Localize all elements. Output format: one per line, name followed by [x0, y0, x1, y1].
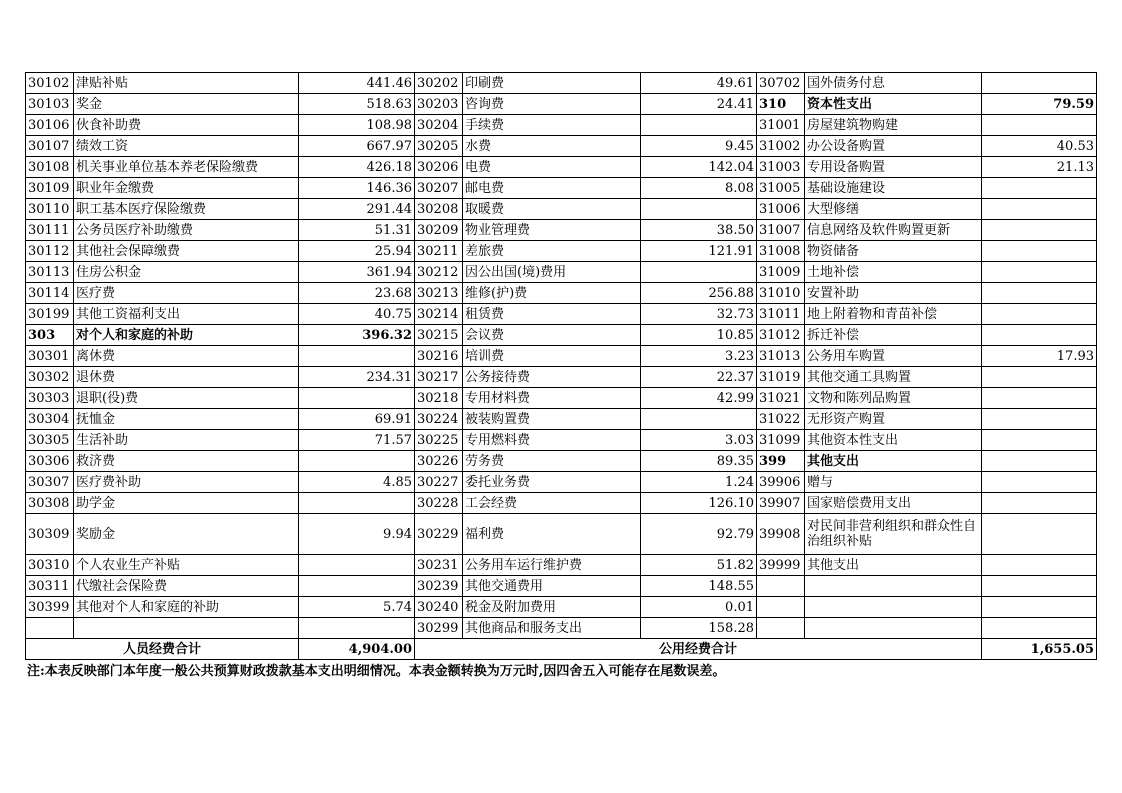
amount-cell: 51.82 — [641, 555, 757, 576]
amount-cell: 38.50 — [641, 220, 757, 241]
table-row — [26, 325, 1097, 346]
item-name-cell: 其他对个人和家庭的补助 — [74, 597, 299, 618]
amount-cell — [982, 555, 1097, 576]
amount-cell: 426.18 — [299, 157, 415, 178]
code-cell: 30111 — [26, 220, 74, 241]
table-row — [26, 346, 1097, 367]
amount-cell: 42.99 — [641, 388, 757, 409]
code-cell: 303 — [26, 325, 74, 346]
amount-cell: 9.45 — [641, 136, 757, 157]
code-cell: 30303 — [26, 388, 74, 409]
code-cell: 30308 — [26, 493, 74, 514]
code-cell: 30239 — [415, 576, 463, 597]
amount-cell — [982, 388, 1097, 409]
item-name-cell: 基础设施建设 — [805, 178, 982, 199]
item-name-cell: 工会经费 — [463, 493, 641, 514]
item-name-cell: 机关事业单位基本养老保险缴费 — [74, 157, 299, 178]
item-name-cell: 印刷费 — [463, 73, 641, 94]
code-cell: 30114 — [26, 283, 74, 304]
code-cell: 30299 — [415, 618, 463, 639]
item-name-cell: 退职(役)费 — [74, 388, 299, 409]
item-name-cell: 专用设备购置 — [805, 157, 982, 178]
table-row — [26, 262, 1097, 283]
amount-cell: 121.91 — [641, 241, 757, 262]
item-name-cell: 其他支出 — [805, 451, 982, 472]
amount-cell: 9.94 — [299, 514, 415, 555]
item-name-cell: 福利费 — [463, 514, 641, 555]
item-name-cell: 国外债务付息 — [805, 73, 982, 94]
code-cell: 30103 — [26, 94, 74, 115]
item-name-cell: 水费 — [463, 136, 641, 157]
totals-row — [26, 639, 1097, 660]
amount-cell: 0.01 — [641, 597, 757, 618]
amount-cell: 148.55 — [641, 576, 757, 597]
item-name-cell: 公务用车购置 — [805, 346, 982, 367]
table-row — [26, 136, 1097, 157]
item-name-cell: 被装购置费 — [463, 409, 641, 430]
amount-cell — [641, 409, 757, 430]
table-row — [26, 430, 1097, 451]
code-cell: 30102 — [26, 73, 74, 94]
code-cell: 30702 — [757, 73, 805, 94]
code-cell: 30212 — [415, 262, 463, 283]
item-name-cell: 因公出国(境)费用 — [463, 262, 641, 283]
amount-cell — [982, 199, 1097, 220]
amount-cell — [982, 241, 1097, 262]
code-cell: 30112 — [26, 241, 74, 262]
code-cell: 31002 — [757, 136, 805, 157]
code-cell: 30309 — [26, 514, 74, 555]
code-cell: 399 — [757, 451, 805, 472]
code-cell: 31022 — [757, 409, 805, 430]
amount-cell — [299, 388, 415, 409]
table-row — [26, 618, 1097, 639]
code-cell: 30311 — [26, 576, 74, 597]
item-name-cell — [74, 618, 299, 639]
amount-cell: 1.24 — [641, 472, 757, 493]
item-name-cell: 安置补助 — [805, 283, 982, 304]
amount-cell — [982, 262, 1097, 283]
item-name-cell: 专用燃料费 — [463, 430, 641, 451]
amount-cell — [982, 472, 1097, 493]
code-cell: 30218 — [415, 388, 463, 409]
amount-cell — [982, 367, 1097, 388]
code-cell: 30310 — [26, 555, 74, 576]
code-cell: 30203 — [415, 94, 463, 115]
item-name-cell: 其他商品和服务支出 — [463, 618, 641, 639]
item-name-cell: 其他交通工具购置 — [805, 367, 982, 388]
amount-cell: 256.88 — [641, 283, 757, 304]
item-name-cell: 对民间非营利组织和群众性自治组织补贴 — [805, 514, 982, 555]
item-name-cell: 税金及附加费用 — [463, 597, 641, 618]
personnel-total-label: 人员经费合计 — [26, 639, 299, 660]
table-row — [26, 555, 1097, 576]
item-name-cell: 绩效工资 — [74, 136, 299, 157]
code-cell: 30202 — [415, 73, 463, 94]
code-cell: 30217 — [415, 367, 463, 388]
item-name-cell: 无形资产购置 — [805, 409, 982, 430]
item-name-cell: 资本性支出 — [805, 94, 982, 115]
amount-cell: 3.23 — [641, 346, 757, 367]
code-cell: 31019 — [757, 367, 805, 388]
amount-cell — [982, 430, 1097, 451]
item-name-cell: 生活补助 — [74, 430, 299, 451]
amount-cell: 518.63 — [299, 94, 415, 115]
code-cell: 39906 — [757, 472, 805, 493]
table-row — [26, 178, 1097, 199]
code-cell: 31009 — [757, 262, 805, 283]
code-cell: 30207 — [415, 178, 463, 199]
amount-cell: 89.35 — [641, 451, 757, 472]
code-cell: 30227 — [415, 472, 463, 493]
item-name-cell: 专用材料费 — [463, 388, 641, 409]
table-row — [26, 409, 1097, 430]
item-name-cell: 奖金 — [74, 94, 299, 115]
table-row — [26, 199, 1097, 220]
item-name-cell: 其他工资福利支出 — [74, 304, 299, 325]
item-name-cell: 物资储备 — [805, 241, 982, 262]
table-row — [26, 241, 1097, 262]
amount-cell — [982, 283, 1097, 304]
table-row — [26, 514, 1097, 555]
table-row — [26, 304, 1097, 325]
amount-cell: 21.13 — [982, 157, 1097, 178]
amount-cell: 108.98 — [299, 115, 415, 136]
item-name-cell: 住房公积金 — [74, 262, 299, 283]
item-name-cell: 退休费 — [74, 367, 299, 388]
amount-cell — [982, 493, 1097, 514]
item-name-cell: 助学金 — [74, 493, 299, 514]
code-cell: 39908 — [757, 514, 805, 555]
table-row — [26, 94, 1097, 115]
item-name-cell: 信息网络及软件购置更新 — [805, 220, 982, 241]
item-name-cell — [805, 618, 982, 639]
code-cell — [757, 597, 805, 618]
amount-cell: 10.85 — [641, 325, 757, 346]
amount-cell — [299, 618, 415, 639]
item-name-cell: 抚恤金 — [74, 409, 299, 430]
amount-cell — [641, 199, 757, 220]
amount-cell — [299, 493, 415, 514]
public-total-label: 公用经费合计 — [415, 639, 982, 660]
amount-cell: 23.68 — [299, 283, 415, 304]
item-name-cell: 办公设备购置 — [805, 136, 982, 157]
item-name-cell: 对个人和家庭的补助 — [74, 325, 299, 346]
item-name-cell: 其他资本性支出 — [805, 430, 982, 451]
amount-cell — [299, 346, 415, 367]
amount-cell: 3.03 — [641, 430, 757, 451]
item-name-cell: 救济费 — [74, 451, 299, 472]
table-row — [26, 597, 1097, 618]
amount-cell: 667.97 — [299, 136, 415, 157]
item-name-cell: 个人农业生产补贴 — [74, 555, 299, 576]
amount-cell: 142.04 — [641, 157, 757, 178]
item-name-cell: 物业管理费 — [463, 220, 641, 241]
code-cell: 30208 — [415, 199, 463, 220]
code-cell: 30229 — [415, 514, 463, 555]
amount-cell — [982, 514, 1097, 555]
code-cell: 31010 — [757, 283, 805, 304]
item-name-cell: 其他交通费用 — [463, 576, 641, 597]
code-cell: 30399 — [26, 597, 74, 618]
code-cell: 31021 — [757, 388, 805, 409]
table-row — [26, 388, 1097, 409]
code-cell: 30211 — [415, 241, 463, 262]
item-name-cell: 奖励金 — [74, 514, 299, 555]
amount-cell: 24.41 — [641, 94, 757, 115]
amount-cell — [982, 409, 1097, 430]
item-name-cell: 劳务费 — [463, 451, 641, 472]
table-row — [26, 576, 1097, 597]
code-cell: 30213 — [415, 283, 463, 304]
code-cell: 30301 — [26, 346, 74, 367]
public-total-value: 1,655.05 — [982, 639, 1097, 660]
amount-cell — [982, 220, 1097, 241]
table-row — [26, 73, 1097, 94]
code-cell: 39907 — [757, 493, 805, 514]
amount-cell — [982, 597, 1097, 618]
item-name-cell: 代缴社会保险费 — [74, 576, 299, 597]
code-cell: 30107 — [26, 136, 74, 157]
item-name-cell: 赠与 — [805, 472, 982, 493]
code-cell — [757, 576, 805, 597]
amount-cell — [641, 115, 757, 136]
code-cell: 39999 — [757, 555, 805, 576]
code-cell: 30108 — [26, 157, 74, 178]
table-row — [26, 283, 1097, 304]
code-cell: 30302 — [26, 367, 74, 388]
code-cell: 31011 — [757, 304, 805, 325]
amount-cell — [982, 115, 1097, 136]
amount-cell: 158.28 — [641, 618, 757, 639]
item-name-cell: 咨询费 — [463, 94, 641, 115]
code-cell: 30306 — [26, 451, 74, 472]
item-name-cell: 房屋建筑物购建 — [805, 115, 982, 136]
personnel-total-value: 4,904.00 — [299, 639, 415, 660]
code-cell: 30305 — [26, 430, 74, 451]
code-cell: 30204 — [415, 115, 463, 136]
item-name-cell: 电费 — [463, 157, 641, 178]
table-row — [26, 472, 1097, 493]
item-name-cell: 离休费 — [74, 346, 299, 367]
amount-cell: 361.94 — [299, 262, 415, 283]
amount-cell: 126.10 — [641, 493, 757, 514]
amount-cell: 396.32 — [299, 325, 415, 346]
amount-cell: 146.36 — [299, 178, 415, 199]
item-name-cell: 其他社会保障缴费 — [74, 241, 299, 262]
code-cell: 30231 — [415, 555, 463, 576]
item-name-cell: 公务接待费 — [463, 367, 641, 388]
code-cell: 30110 — [26, 199, 74, 220]
amount-cell: 4.85 — [299, 472, 415, 493]
code-cell: 31012 — [757, 325, 805, 346]
item-name-cell: 地上附着物和青苗补偿 — [805, 304, 982, 325]
code-cell: 30209 — [415, 220, 463, 241]
amount-cell: 17.93 — [982, 346, 1097, 367]
item-name-cell: 伙食补助费 — [74, 115, 299, 136]
amount-cell: 22.37 — [641, 367, 757, 388]
amount-cell: 441.46 — [299, 73, 415, 94]
item-name-cell: 拆迁补偿 — [805, 325, 982, 346]
amount-cell — [982, 576, 1097, 597]
item-name-cell: 职业年金缴费 — [74, 178, 299, 199]
code-cell: 310 — [757, 94, 805, 115]
item-name-cell: 手续费 — [463, 115, 641, 136]
amount-cell: 5.74 — [299, 597, 415, 618]
item-name-cell: 公务员医疗补助缴费 — [74, 220, 299, 241]
amount-cell — [641, 262, 757, 283]
footnote: 注:本表反映部门本年度一般公共预算财政拨款基本支出明细情况。本表金额转换为万元时,因四舍五入可能存在尾数误差。 — [27, 664, 726, 679]
amount-cell: 49.61 — [641, 73, 757, 94]
item-name-cell: 会议费 — [463, 325, 641, 346]
table-row — [26, 451, 1097, 472]
item-name-cell: 公务用车运行维护费 — [463, 555, 641, 576]
amount-cell: 71.57 — [299, 430, 415, 451]
amount-cell: 40.75 — [299, 304, 415, 325]
item-name-cell: 医疗费补助 — [74, 472, 299, 493]
item-name-cell: 取暖费 — [463, 199, 641, 220]
amount-cell — [299, 451, 415, 472]
code-cell: 30304 — [26, 409, 74, 430]
code-cell: 31008 — [757, 241, 805, 262]
table-row — [26, 367, 1097, 388]
code-cell: 31001 — [757, 115, 805, 136]
code-cell: 30225 — [415, 430, 463, 451]
item-name-cell: 津贴补贴 — [74, 73, 299, 94]
item-name-cell — [805, 576, 982, 597]
code-cell: 31003 — [757, 157, 805, 178]
item-name-cell: 医疗费 — [74, 283, 299, 304]
table-body — [26, 73, 1097, 639]
amount-cell — [299, 576, 415, 597]
code-cell: 30228 — [415, 493, 463, 514]
code-cell — [26, 618, 74, 639]
item-name-cell: 差旅费 — [463, 241, 641, 262]
code-cell: 30240 — [415, 597, 463, 618]
amount-cell: 291.44 — [299, 199, 415, 220]
item-name-cell: 邮电费 — [463, 178, 641, 199]
table-row — [26, 220, 1097, 241]
item-name-cell: 土地补偿 — [805, 262, 982, 283]
item-name-cell: 大型修缮 — [805, 199, 982, 220]
code-cell: 30307 — [26, 472, 74, 493]
amount-cell: 51.31 — [299, 220, 415, 241]
item-name-cell: 委托业务费 — [463, 472, 641, 493]
amount-cell: 69.91 — [299, 409, 415, 430]
amount-cell: 40.53 — [982, 136, 1097, 157]
table-row — [26, 157, 1097, 178]
item-name-cell: 国家赔偿费用支出 — [805, 493, 982, 514]
code-cell: 30215 — [415, 325, 463, 346]
item-name-cell: 维修(护)费 — [463, 283, 641, 304]
item-name-cell: 其他支出 — [805, 555, 982, 576]
amount-cell — [299, 555, 415, 576]
item-name-cell: 文物和陈列品购置 — [805, 388, 982, 409]
amount-cell: 79.59 — [982, 94, 1097, 115]
code-cell: 30113 — [26, 262, 74, 283]
code-cell: 30226 — [415, 451, 463, 472]
item-name-cell: 职工基本医疗保险缴费 — [74, 199, 299, 220]
amount-cell — [982, 325, 1097, 346]
item-name-cell — [805, 597, 982, 618]
code-cell: 30206 — [415, 157, 463, 178]
amount-cell: 234.31 — [299, 367, 415, 388]
code-cell: 30106 — [26, 115, 74, 136]
amount-cell — [982, 73, 1097, 94]
code-cell: 30205 — [415, 136, 463, 157]
code-cell: 31099 — [757, 430, 805, 451]
item-name-cell: 租赁费 — [463, 304, 641, 325]
code-cell: 30214 — [415, 304, 463, 325]
code-cell: 31005 — [757, 178, 805, 199]
code-cell: 30224 — [415, 409, 463, 430]
amount-cell: 8.08 — [641, 178, 757, 199]
code-cell: 31007 — [757, 220, 805, 241]
amount-cell — [982, 304, 1097, 325]
item-name-cell: 培训费 — [463, 346, 641, 367]
amount-cell — [982, 178, 1097, 199]
code-cell: 31006 — [757, 199, 805, 220]
code-cell — [757, 618, 805, 639]
table-row — [26, 493, 1097, 514]
code-cell: 30216 — [415, 346, 463, 367]
amount-cell — [982, 451, 1097, 472]
amount-cell: 92.79 — [641, 514, 757, 555]
table-row — [26, 115, 1097, 136]
code-cell: 30109 — [26, 178, 74, 199]
amount-cell: 25.94 — [299, 241, 415, 262]
amount-cell: 32.73 — [641, 304, 757, 325]
expenditure-detail-table — [25, 72, 1097, 660]
amount-cell — [982, 618, 1097, 639]
code-cell: 30199 — [26, 304, 74, 325]
code-cell: 31013 — [757, 346, 805, 367]
